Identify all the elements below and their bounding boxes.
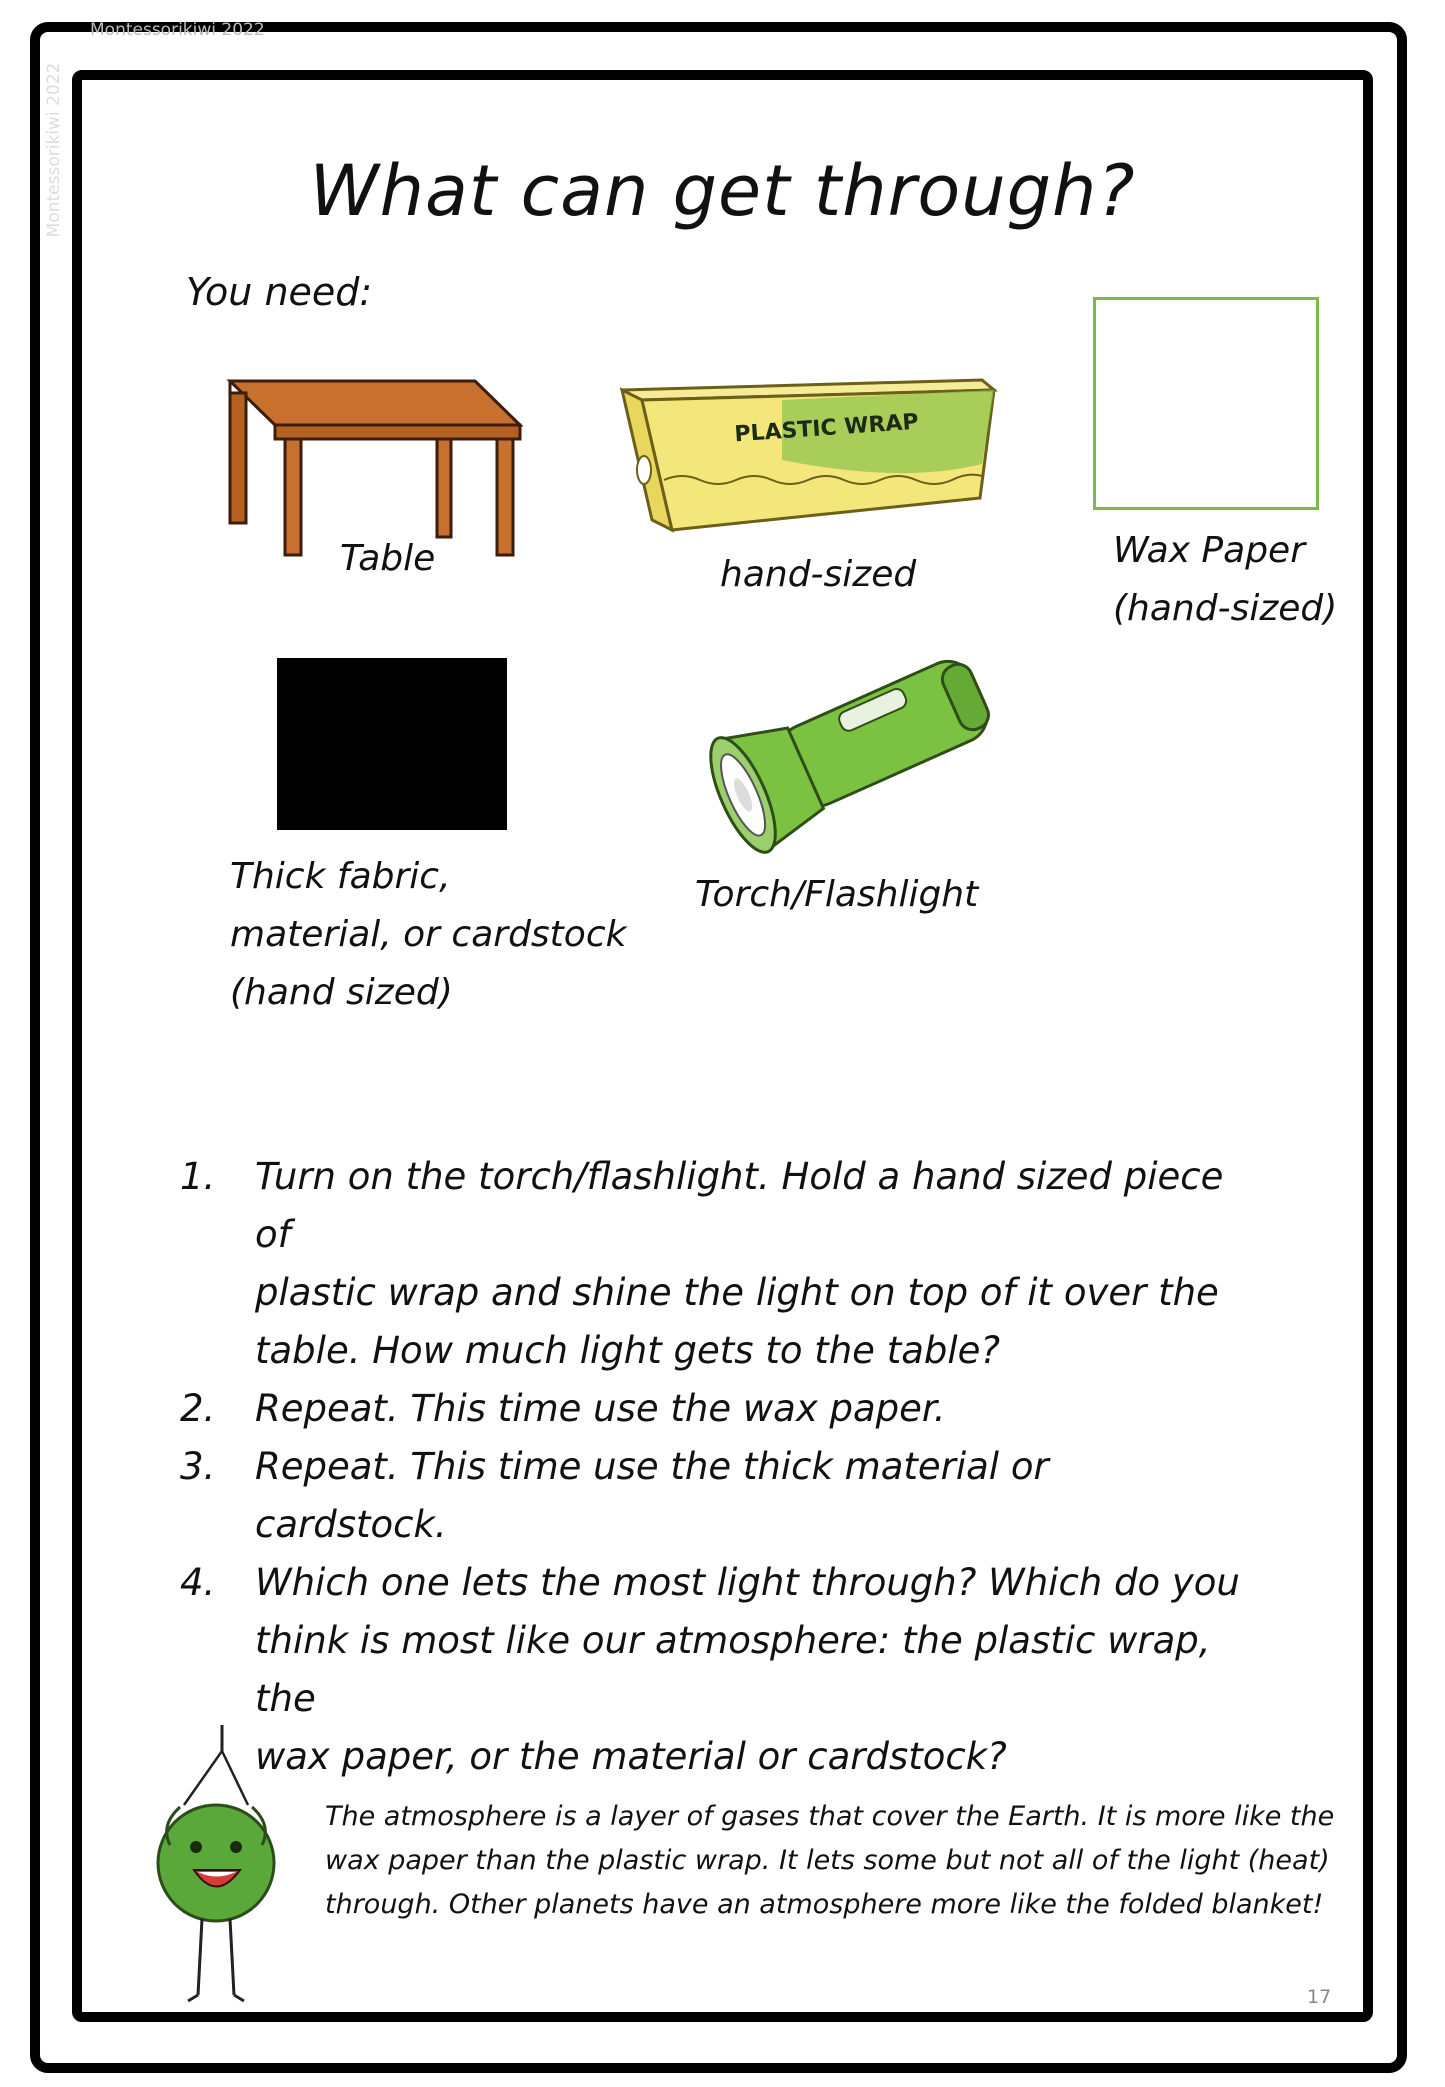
fabric-caption-line2: material, or cardstock — [230, 914, 627, 955]
torch-caption: Torch/Flashlight — [695, 874, 979, 915]
step-3 — [180, 1438, 1240, 1554]
step-4 — [180, 1554, 1240, 1786]
page-number: 17 — [1307, 1986, 1332, 2008]
step-number: 4. — [180, 1561, 216, 1604]
step-line: Repeat. This time use the thick material or cardstock. — [255, 1445, 1049, 1546]
you-need-label: You need: — [186, 270, 373, 314]
note-line: wax paper than the plastic wrap. It lets some but not all of the light (heat) — [325, 1845, 1330, 1876]
watermark-side: Montessorikiwi 2022 — [44, 62, 64, 238]
note-line: through. Other planets have an atmosphere more like the folded blanket! — [325, 1889, 1324, 1920]
step-1 — [180, 1148, 1240, 1380]
step-number: 2. — [180, 1387, 216, 1430]
step-line: plastic wrap and shine the light on top of it over the — [255, 1271, 1219, 1314]
instruction-list — [180, 1148, 1240, 1786]
step-line: Which one lets the most light through? Which do you — [255, 1561, 1240, 1604]
atmosphere-note — [325, 1795, 1345, 1927]
step-line: Turn on the torch/flashlight. Hold a hand sized piece of — [255, 1155, 1224, 1256]
step-number: 3. — [180, 1445, 216, 1488]
watermark-top: Montessorikiwi 2022 — [90, 20, 265, 40]
hanging-character-icon — [150, 1725, 280, 2010]
page-title: What can get through? — [309, 150, 1136, 232]
wax-paper-swatch — [1093, 297, 1319, 510]
step-line: think is most like our atmosphere: the plastic wrap, the — [255, 1619, 1211, 1720]
table-caption: Table — [340, 538, 436, 579]
step-2 — [180, 1380, 1240, 1438]
fabric-caption-line3: (hand sized) — [230, 972, 453, 1013]
fabric-swatch — [277, 658, 507, 830]
step-line: Repeat. This time use the wax paper. — [255, 1387, 946, 1430]
fabric-caption-line1: Thick fabric, — [230, 856, 451, 897]
wax-paper-caption-line1: Wax Paper — [1113, 530, 1306, 571]
wax-paper-caption-line2: (hand-sized) — [1113, 588, 1338, 629]
plastic-wrap-box-text: PLASTIC WRAP — [733, 409, 920, 448]
note-line: The atmosphere is a layer of gases that cover the Earth. It is more like the — [325, 1801, 1335, 1832]
step-line: wax paper, or the material or cardstock? — [255, 1735, 1007, 1778]
plastic-wrap-icon — [622, 380, 994, 540]
plastic-wrap-caption: hand-sized — [720, 554, 917, 595]
torch-icon — [710, 654, 1000, 834]
step-number: 1. — [180, 1155, 216, 1198]
step-line: table. How much light gets to the table? — [255, 1329, 1001, 1372]
